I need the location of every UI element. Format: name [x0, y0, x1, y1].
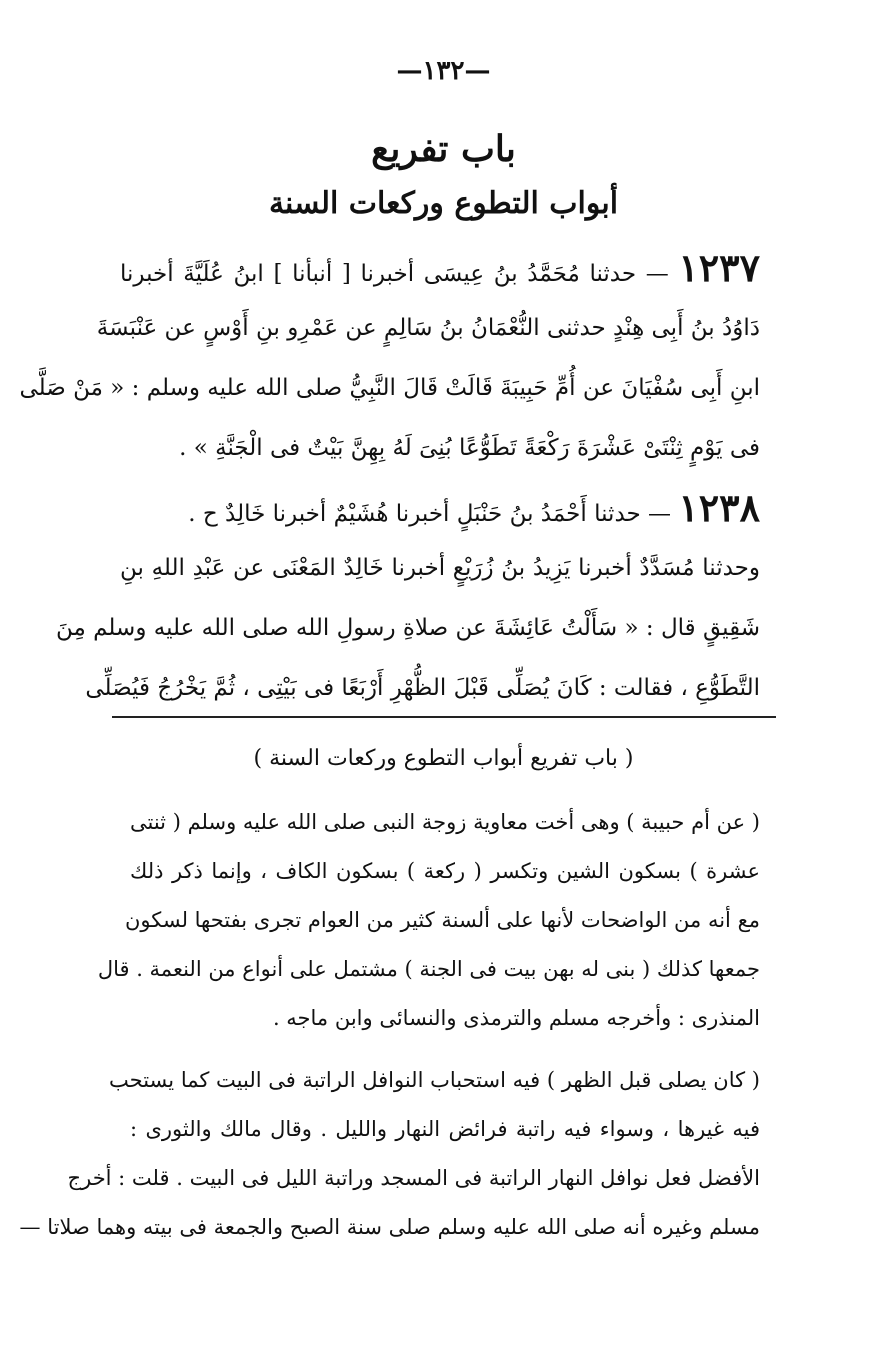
- hadith-line: ابنِ أَبِى سُفْيَانَ عن أُمِّ حَبِيبَةَ قَالَتْ قَالَ النَّبِيُّ صلى الله عليه وسلم : « مَنْ صَلَّى: [19, 375, 760, 401]
- commentary-paragraph: [19, 1056, 760, 1252]
- commentary-line: المنذرى : وأخرجه مسلم والترمذى والنسائى وابن ماجه .: [272, 1006, 760, 1030]
- commentary-paragraph: [97, 798, 760, 1043]
- commentary-heading: ( باب تفريع أبواب التطوع وركعات السنة ): [253, 746, 634, 771]
- hadith-number: ١٢٣٧: [678, 245, 760, 290]
- hadith-line: التَّطَوُّعِ ، فقالت : كَانَ يُصَلِّى قَبْلَ الظُّهْرِ أَرْبَعًا فى بَيْتِى ، ثُمَّ يَخْرُجُ فَيُصَلِّى: [85, 675, 760, 701]
- commentary-line: الأفضل فعل نوافل النهار الراتبة فى المسجد وراتبة الليل فى البيت . قلت : أخرج: [67, 1166, 760, 1190]
- hadith-line: وحدثنا مُسَدَّدٌ أخبرنا يَزِيدُ بنُ زُرَيْعٍ أخبرنا خَالِدٌ المَعْنَى عن عَبْدِ اللهِ بنِ: [120, 555, 760, 581]
- hadith-number: ١٢٣٨: [678, 485, 760, 530]
- commentary-line: فيه غيرها ، وسواء فيه راتبة فرائض النهار والليل . وقال مالك والثورى :: [130, 1117, 760, 1141]
- commentary-line: ( عن أم حبيبة ) وهى أخت معاوية زوجة النبى صلى الله عليه وسلم ( ثنتى: [130, 810, 760, 834]
- commentary-line: مسلم وغيره أنه صلى الله عليه وسلم صلى سنة الصبح والجمعة فى بيته وهما صلاتا —: [19, 1215, 760, 1239]
- commentary-line: عشرة ) بسكون الشين وتكسر ( ركعة ) بسكون الكاف ، وإنما ذكر ذلك: [130, 859, 760, 883]
- commentary-line: مع أنه من الواضحات لأنها على ألسنة كثير من العوام تجرى بفتحها لسكون: [124, 908, 760, 932]
- hadith-line: دَاوُدُ بنُ أَبِى هِنْدٍ حدثنى النُّعْمَانُ بنُ سَالِمٍ عن عَمْرِو بنِ أَوْسٍ عن عَنْبَسَةَ: [96, 315, 760, 341]
- commentary-line: جمعها كذلك ( بنى له بهن بيت فى الجنة ) مشتمل على أنواع من النعمة . قال: [97, 957, 760, 981]
- hadith-text: [19, 238, 760, 718]
- hadith-line: فى يَوْمٍ ثِنْتَىْ عَشْرَةَ رَكْعَةً تَطَوُّعًا بُنِىَ لَهُ بِهِنَّ بَيْتٌ فى الْجَنَّةِ » .: [179, 435, 760, 461]
- chapter-subheading: أبواب التطوع وركعات السنة: [268, 186, 619, 221]
- page-number: —١٣٢—: [396, 56, 491, 86]
- hadith-line: ١٢٣٧ — حدثنا مُحَمَّدُ بنُ عِيسَى أخبرنا [ أنبأنا ] ابنُ عُلَيَّةَ أخبرنا: [120, 245, 760, 290]
- hadith-line: ١٢٣٨ — حدثنا أَحْمَدُ بنُ حَنْبَلٍ أخبرنا هُشَيْمٌ أخبرنا خَالِدٌ ح .: [188, 485, 760, 530]
- hadith-line: شَقِيقٍ قال : « سَأَلْتُ عَائِشَةَ عن صلاةِ رسولِ الله صلى الله عليه وسلم مِنَ: [55, 615, 760, 641]
- chapter-heading: باب تفريع: [371, 128, 516, 170]
- commentary-line: ( كان يصلى قبل الظهر ) فيه استحباب النوافل الراتبة فى البيت كما يستحب: [109, 1068, 760, 1092]
- footnote-divider: [112, 716, 776, 718]
